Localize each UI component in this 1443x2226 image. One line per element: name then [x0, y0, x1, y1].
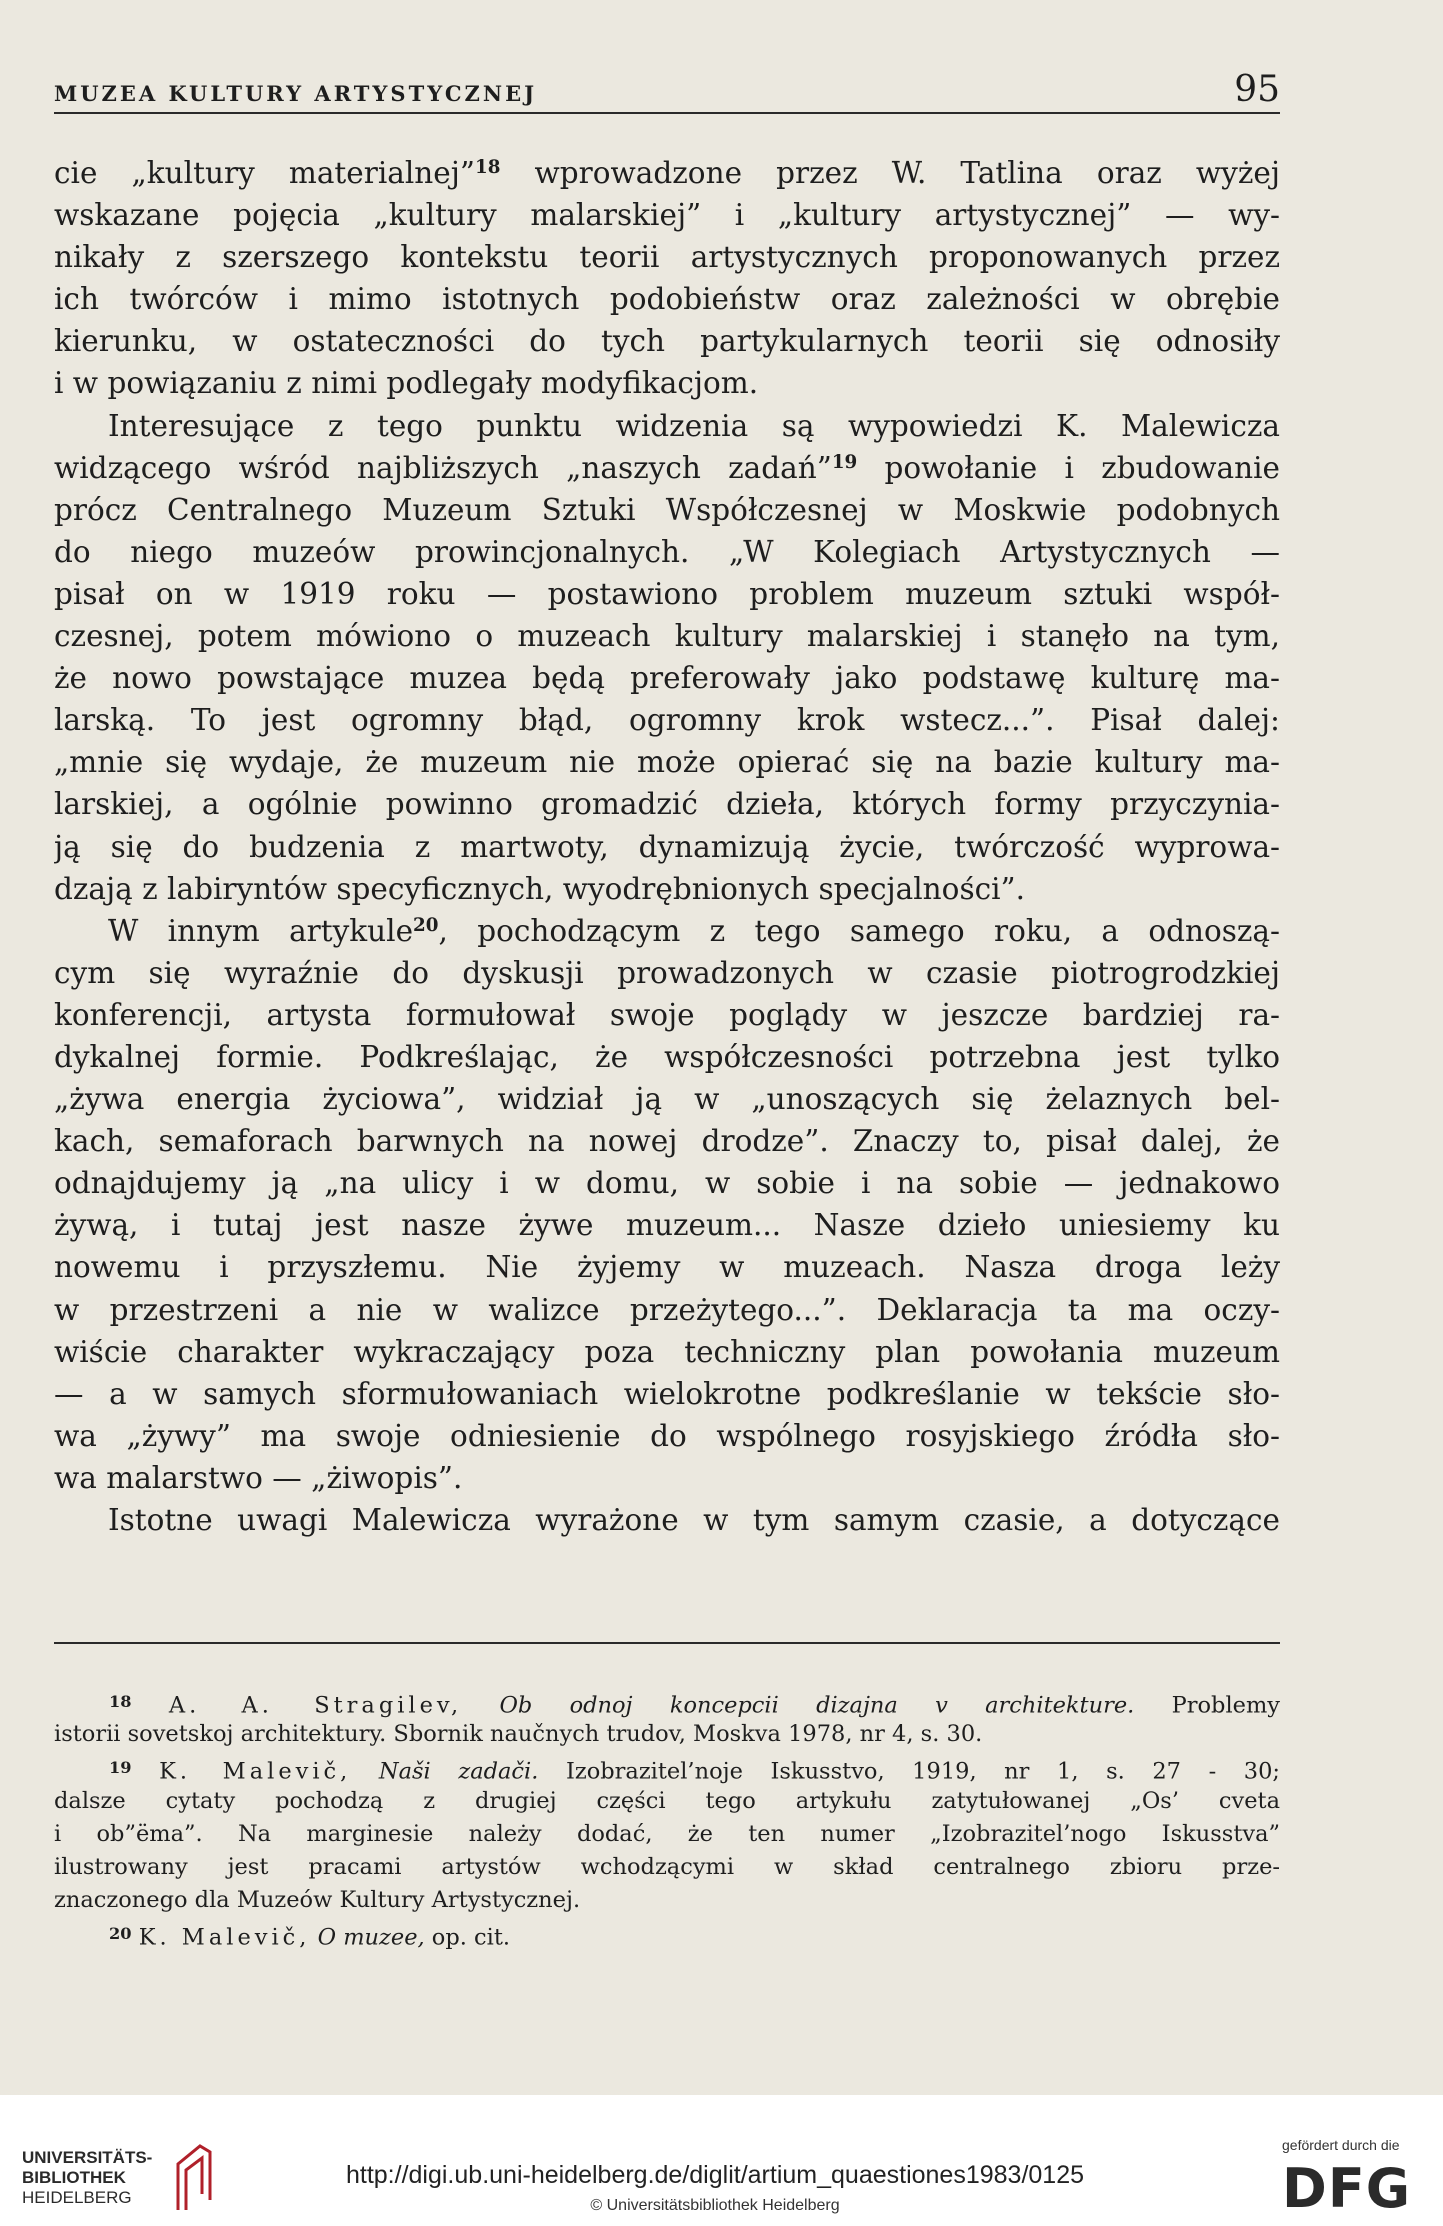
footnote-20: $^{20}$ K. Malevič, O muzee, op. cit. — [109, 1924, 511, 1951]
text-line: dzają z labiryntów specyficznych, wyodrębnionych specjalności”. — [54, 871, 1025, 906]
text-line: dykalnej formie. Podkreślając, że współczesności potrzebna jest tylko — [54, 1039, 1280, 1074]
text-line: kach, semaforach barwnych na nowej drodze”. Znaczy to, pisał dalej, że — [54, 1124, 1280, 1159]
text-line: wa „żywy” ma swoje odniesienie do wspólnego rosyjskiego źródła sło- — [54, 1418, 1280, 1453]
copyright-notice: © Universitätsbibliothek Heidelberg — [590, 2197, 840, 2214]
footnote-line: dalsze cytaty pochodzą z drugiej części tego artykułu zatytułowanej „Os’ cveta — [54, 1787, 1280, 1814]
text-line: ją się do budzenia z martwoty, dynamizują życie, twórczość wyprowa- — [54, 829, 1280, 864]
text-line: wiście charakter wykraczający poza techniczny plan powołania muzeum — [54, 1334, 1280, 1369]
funding-note: gefördert durch die — [1282, 2137, 1400, 2153]
running-title: MUZEA KULTURY ARTYSTYCZNEJ — [54, 81, 538, 106]
running-head — [54, 66, 1280, 114]
text-line: wa malarstwo — „żiwopis”. — [54, 1460, 463, 1495]
text-line: żywą, i tutaj jest nasze żywe muzeum... Nasze dzieło uniesiemy ku — [54, 1208, 1280, 1243]
library-name: UNIVERSITÄTS- BIBLIOTHEK HEIDELBERG — [22, 2148, 153, 2207]
footnote-divider — [54, 1642, 1280, 1644]
page-number: 95 — [1234, 69, 1280, 110]
text-line: „żywa energia życiowa”, widział ją w „unoszących się żelaznych bel- — [54, 1082, 1280, 1117]
text-line: czesnej, potem mówiono o muzeach kultury malarskiej i stanęło na tym, — [54, 619, 1280, 654]
footnote-line: istorii sovetskoj architektury. Sbornik naučnych trudov, Moskva 1978, nr 4, s. 30. — [54, 1721, 983, 1748]
text-line: prócz Centralnego Muzeum Sztuki Współczesnej w Moskwie podobnych — [54, 492, 1280, 527]
footnote-line: ilustrowany jest pracami artystów wchodzącymi w skład centralnego zbioru prze- — [54, 1853, 1280, 1880]
footnote-ref[interactable]: 18 — [474, 156, 501, 178]
footnote-ref[interactable]: 19 — [831, 451, 858, 473]
text-line: konferencji, artysta formułował swoje poglądy w jeszcze bardziej ra- — [54, 997, 1280, 1032]
viewer-footer — [0, 2095, 1443, 2226]
text-line: larską. To jest ogromny błąd, ogromny krok wstecz...”. Pisał dalej: — [54, 703, 1280, 738]
text-line: w przestrzeni a nie w walizce przeżytego...”. Deklaracja ta ma oczy- — [54, 1292, 1280, 1327]
text-line: ich twórców i mimo istotnych podobieństw oraz zależności w obrębie — [54, 282, 1280, 317]
text-line: pisał on w 1919 roku — postawiono problem muzeum sztuki współ- — [54, 576, 1280, 611]
text-line: wskazane pojęcia „kultury malarskiej” i „kultury artystycznej” — wy- — [54, 198, 1280, 233]
text-line: W innym artykule$^{20}$, pochodzącym z tego samego roku, a odnoszą- — [108, 913, 1280, 948]
text-line: kierunku, w ostateczności do tych partykularnych teorii się odnosiły — [54, 324, 1280, 359]
text-line: i w powiązaniu z nimi podlegały modyfikacjom. — [54, 366, 759, 401]
text-line: cym się wyraźnie do dyskusji prowadzonych w czasie piotrogrodzkiej — [54, 955, 1280, 990]
footnote-line: i ob”ëma”. Na marginesie należy dodać, że ten numer „Izobrazitel’nogo Iskusstva” — [54, 1820, 1280, 1847]
library-emblem-icon — [174, 2142, 214, 2212]
text-line: nowemu i przyszłemu. Nie żyjemy w muzeach. Nasza droga leży — [54, 1250, 1280, 1285]
text-line: że nowo powstające muzea będą preferowały jako podstawę kulturę ma- — [54, 661, 1280, 696]
body-text — [54, 152, 1280, 1541]
footnote-18: $^{18}$ A. A. Stragilev, Ob odnoj koncepcii dizajna v architekture. Problemy — [109, 1692, 1280, 1719]
text-line: Istotne uwagi Malewicza wyrażone w tym samym czasie, a dotyczące — [108, 1503, 1280, 1537]
text-line: do niego muzeów prowincjonalnych. „W Kolegiach Artystycznych — — [54, 534, 1280, 569]
text-line: odnajdujemy ją „na ulicy i w domu, w sobie i na sobie — jednakowo — [54, 1166, 1280, 1201]
footnotes — [54, 1685, 1280, 1951]
document-url[interactable]: http://digi.ub.uni-heidelberg.de/diglit/artium_quaestiones1983/0125 — [345, 2161, 1085, 2189]
text-line: Interesujące z tego punktu widzenia są wypowiedzi K. Malewicza — [108, 408, 1280, 443]
library-logo[interactable] — [22, 2142, 282, 2212]
text-line: larskiej, a ogólnie powinno gromadzić dzieła, których formy przyczynia- — [54, 787, 1280, 822]
text-line: „mnie się wydaje, że muzeum nie może opierać się na bazie kultury ma- — [54, 745, 1280, 780]
text-line: widzącego wśród najbliższych „naszych zadań”$^{19}$ powołanie i zbudowanie — [54, 450, 1280, 485]
footnote-ref[interactable]: 20 — [413, 914, 439, 936]
text-line: nikały z szerszego kontekstu teorii artystycznych proponowanych przez — [54, 240, 1280, 275]
dfg-logo[interactable] — [1282, 2135, 1432, 2220]
footnote-line: znaczonego dla Muzeów Kultury Artystycznej. — [54, 1887, 581, 1914]
dfg-wordmark: DFG — [1282, 2157, 1412, 2220]
text-line: cie „kultury materialnej”$^{18}$ wprowadzone przez W. Tatlina oraz wyżej — [54, 156, 1280, 190]
text-line: — a w samych sformułowaniach wielokrotne podkreślanie w tekście sło- — [54, 1376, 1280, 1411]
footnote-19: $^{19}$ K. Malevič, Naši zadači. Izobrazitel’noje Iskusstvo, 1919, nr 1, s. 27 - 30; — [109, 1758, 1280, 1785]
